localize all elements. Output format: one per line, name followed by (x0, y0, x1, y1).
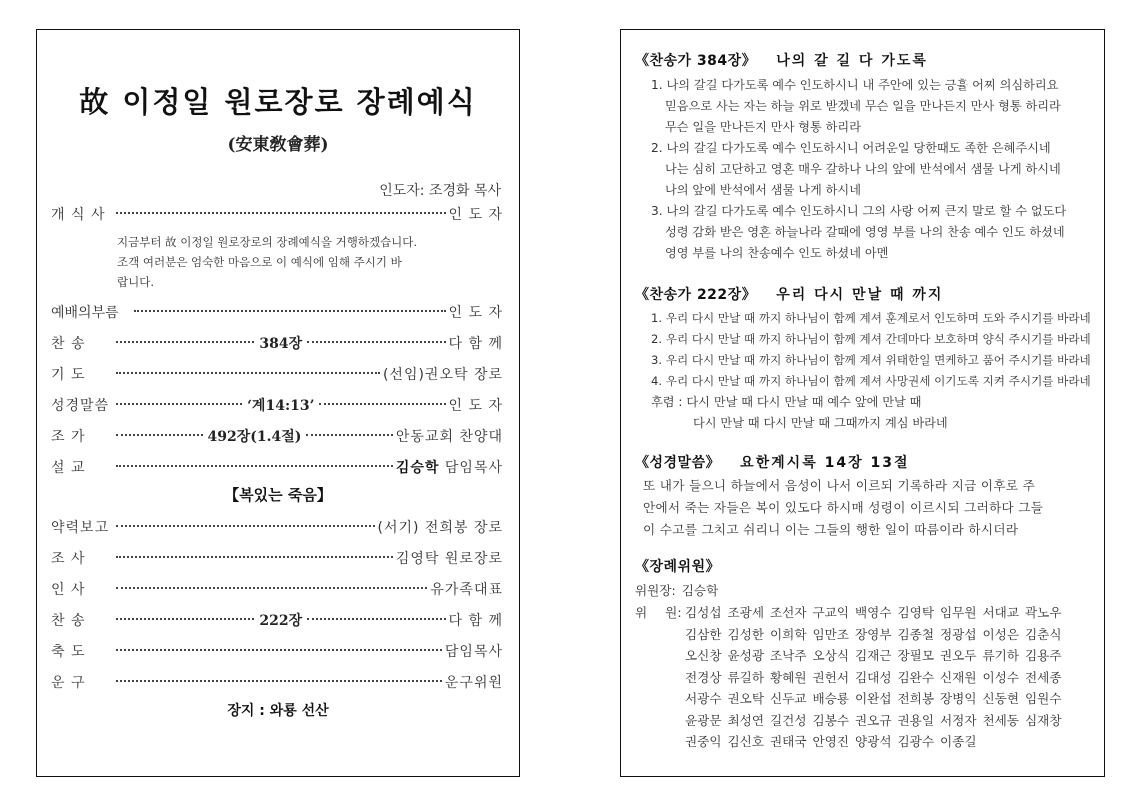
member-line: 김성섭 조광세 조선자 구교익 백영수 김영탁 임무원 서대교 곽노우 (685, 605, 1062, 620)
leader-dots (116, 372, 380, 374)
row-right (396, 426, 503, 446)
hymn-222-verses (651, 308, 1091, 392)
service-row (51, 672, 503, 694)
hymn-title: 우리 다시 만날 때 까지 (776, 287, 944, 303)
leader-dots (116, 649, 442, 651)
verse-line: 믿음으로 사는 자는 하늘 위로 받겠네 무슨 일을 만나든지 만사 형통 하리라 (665, 99, 1061, 113)
row-right-text: 다 함 께 (448, 336, 504, 352)
leader-dots (116, 341, 254, 343)
refrain-line: 다시 만날 때 다시 만날 때 그때까지 계심 바라네 (693, 416, 948, 430)
scripture-title: 요한계시록 14장 13절 (740, 455, 910, 471)
row-right (449, 395, 503, 415)
row-right (383, 364, 503, 384)
member-line: 김삼한 김성한 이희학 임만조 장영부 김종철 정광섭 이성은 김춘식 (685, 626, 1062, 642)
row-label: 축 도 (51, 644, 86, 660)
service-row (51, 610, 503, 632)
leader-dots (307, 618, 445, 620)
row-right (445, 641, 503, 661)
row-right (430, 579, 503, 599)
verse-line: 무슨 일을 만나든지 만사 형통 하리라 (665, 120, 861, 134)
leader-dots (116, 556, 393, 558)
verse-line: 3. 우리 다시 만날 때 까지 하나님이 함께 계셔 위태한일 면케하고 품어 주시기를 바라네 (651, 353, 1091, 367)
service-row (51, 426, 503, 448)
scripture-line: 안에서 죽는 자들은 복이 있도다 하시매 성령이 이르시되 그러하다 그들 (643, 500, 1044, 515)
hymn-title: 나의 갈 길 다 가도록 (776, 53, 928, 69)
service-row (51, 364, 503, 386)
leader-dots (116, 525, 375, 527)
row-label: 찬 송 (51, 613, 86, 629)
member-line: 윤광문 최성연 길건성 김봉수 권오규 권용일 서정자 천세동 심재창 (685, 712, 1062, 728)
page-title: 故 이정일 원로장로 장례예식 (79, 85, 477, 119)
refrain-line: 다시 만날 때 다시 만날 때 예수 앞에 만날 때 (686, 395, 922, 409)
order-of-service-panel (36, 29, 520, 777)
verse-line: 1. 우리 다시 만날 때 까지 하나님이 함께 계셔 훈계로서 인도하며 도와 주시기를 바라네 (651, 311, 1091, 325)
leader-dots (319, 403, 445, 405)
row-label: 기 도 (51, 367, 86, 383)
service-row (51, 395, 503, 417)
leader-dots (306, 434, 393, 436)
row-label: 설 교 (51, 460, 86, 476)
leader-dots (116, 212, 446, 214)
scripture-heading (635, 452, 910, 472)
row-label: 성경말씀 (51, 398, 110, 414)
opening-note (117, 232, 417, 292)
row-label: 인 사 (51, 582, 86, 598)
row-center-value: ‘계14:13’ (247, 398, 315, 414)
hymn-tag: 《찬송가 384장》 (635, 53, 757, 69)
preacher-name: 김승학 (395, 460, 440, 476)
row-right-text: 김영탁 원로장로 (395, 551, 503, 567)
hymn-222-heading (635, 284, 943, 304)
member-line: 오신창 윤성광 조낙주 오상식 김재근 장필모 권오두 류기하 김용주 (685, 648, 1062, 663)
service-row (51, 333, 503, 355)
committee-members-label: 위 원: (635, 605, 682, 620)
verse-line: 성령 감화 받은 영혼 하늘나라 갈때에 영영 부를 나의 찬송 예수 인도 하셨네 (665, 225, 1065, 239)
committee-chair (635, 580, 718, 602)
row-right-text: 인 도 자 (448, 398, 504, 414)
row-center-value: 384장 (259, 336, 303, 352)
service-row-opening (51, 204, 503, 226)
verse-line: 4. 우리 다시 만날 때 까지 하나님이 함께 계셔 사망권세 이기도록 지켜 주시기를 바라네 (651, 374, 1091, 388)
row-right (449, 333, 503, 353)
chair-label: 위원장: (635, 583, 676, 598)
row-center-value: 492장(1.4절) (207, 429, 302, 445)
note-line: 랍니다. (117, 275, 154, 289)
note-line: 지금부터 故 이정일 원로장로의 장례예식을 거행하겠습니다. (117, 235, 418, 249)
verse-line: 2. 나의 갈길 다가도록 예수 인도하시니 어려운일 당한때도 족한 은혜주시네 (651, 141, 1051, 155)
committee-heading: 《장례위원》 (635, 559, 721, 575)
member-line: 권중익 김신호 권태국 안영진 양광석 김광수 이종길 (685, 734, 977, 749)
leader-dots (116, 618, 254, 620)
scripture-text (643, 475, 1043, 541)
row-right-text: 담임목사 (439, 460, 503, 476)
hymn-384-verses (651, 75, 1066, 264)
row-label: 약력보고 (51, 520, 110, 536)
row-right-text: 인 도 자 (448, 305, 503, 321)
member-line: 전경상 류길하 황혜원 권헌서 김대성 김완수 신재원 이성수 전세종 (685, 669, 1062, 685)
leader-dots (116, 587, 427, 589)
leader-dots (116, 403, 242, 405)
page-subtitle: (安東敎會葬) (227, 135, 329, 155)
service-row (51, 457, 503, 479)
service-row (51, 641, 503, 663)
hymn-222-refrain (651, 392, 948, 434)
row-right-text: (선임)권오탁 장로 (382, 367, 503, 383)
row-right-text: 다 함 께 (448, 613, 504, 629)
row-label: 조 가 (51, 429, 86, 445)
row-label: 예배의부름 (51, 305, 119, 321)
row-right-text: 안동교회 찬양대 (395, 429, 504, 445)
row-right-text: (서기) 전희봉 장로 (377, 520, 503, 536)
row-label: 운 구 (51, 675, 86, 691)
hymns-and-committee-panel (620, 29, 1105, 777)
verse-line: 나는 심히 고단하고 영혼 매우 갈하나 나의 앞에 반석에서 샘물 나게 하시네 (665, 162, 1061, 176)
row-right-text: 담임목사 (444, 644, 503, 660)
row-right (396, 457, 503, 477)
scripture-line: 이 수고를 그치고 쉬리니 이는 그들의 행한 일이 따름이라 하시더라 (643, 522, 1019, 537)
burial-site: 장지 : 와룡 선산 (227, 703, 329, 719)
row-right: 인 도 자 (448, 207, 503, 223)
leader-dots (116, 680, 442, 682)
row-right (378, 517, 504, 537)
member-line: 서광수 권오탁 신두교 배승룡 이완섭 전희봉 장병익 신동현 임원수 (685, 691, 1062, 706)
verse-line: 영영 부를 나의 찬송예수 인도 하셨네 아멘 (665, 246, 889, 260)
refrain-label: 후렴 : (651, 395, 683, 409)
scripture-line: 또 내가 들으니 하늘에서 음성이 나서 이르되 기록하라 지금 이후로 주 (643, 478, 1036, 493)
leader-dots (116, 434, 203, 436)
row-right-text: 운구위원 (444, 675, 503, 691)
row-center-value: 222장 (259, 613, 303, 629)
verse-line: 1. 나의 갈길 다가도록 예수 인도하시니 내 주안에 있는 긍휼 어찌 의심하리요 (651, 78, 1059, 92)
service-row (51, 579, 503, 601)
service-row (51, 517, 503, 539)
service-row (51, 302, 503, 324)
section-heading: 【복있는 죽음】 (224, 486, 332, 504)
presider-line: 인도자: 조경화 목사 (379, 183, 501, 199)
row-right-text: 유가족대표 (430, 582, 503, 598)
verse-line: 나의 앞에 반석에서 샘물 나게 하시네 (665, 183, 861, 197)
row-right (396, 548, 503, 568)
row-right (449, 302, 503, 322)
row-right (445, 672, 503, 692)
row-label: 조 사 (51, 551, 86, 567)
committee-members (685, 602, 1062, 753)
note-line: 조객 여러분은 엄숙한 마음으로 이 예식에 임해 주시기 바 (117, 255, 402, 269)
scripture-tag: 《성경말씀》 (635, 455, 721, 471)
hymn-384-heading (635, 50, 928, 70)
leader-dots (134, 310, 446, 312)
hymn-tag: 《찬송가 222장》 (635, 287, 757, 303)
service-row (51, 548, 503, 570)
verse-line: 3. 나의 갈길 다가도록 예수 인도하시니 그의 사랑 어찌 큰지 말로 할 수 없도다 (651, 204, 1067, 218)
leader-dots (307, 341, 445, 343)
row-right (449, 610, 503, 630)
chair-name: 김승학 (681, 583, 719, 598)
leader-dots (116, 465, 393, 467)
row-label: 찬 송 (51, 336, 86, 352)
row-label: 개 식 사 (51, 207, 106, 223)
verse-line: 2. 우리 다시 만날 때 까지 하나님이 함께 계셔 간데마다 보호하며 양식 주시기를 바라네 (651, 332, 1091, 346)
